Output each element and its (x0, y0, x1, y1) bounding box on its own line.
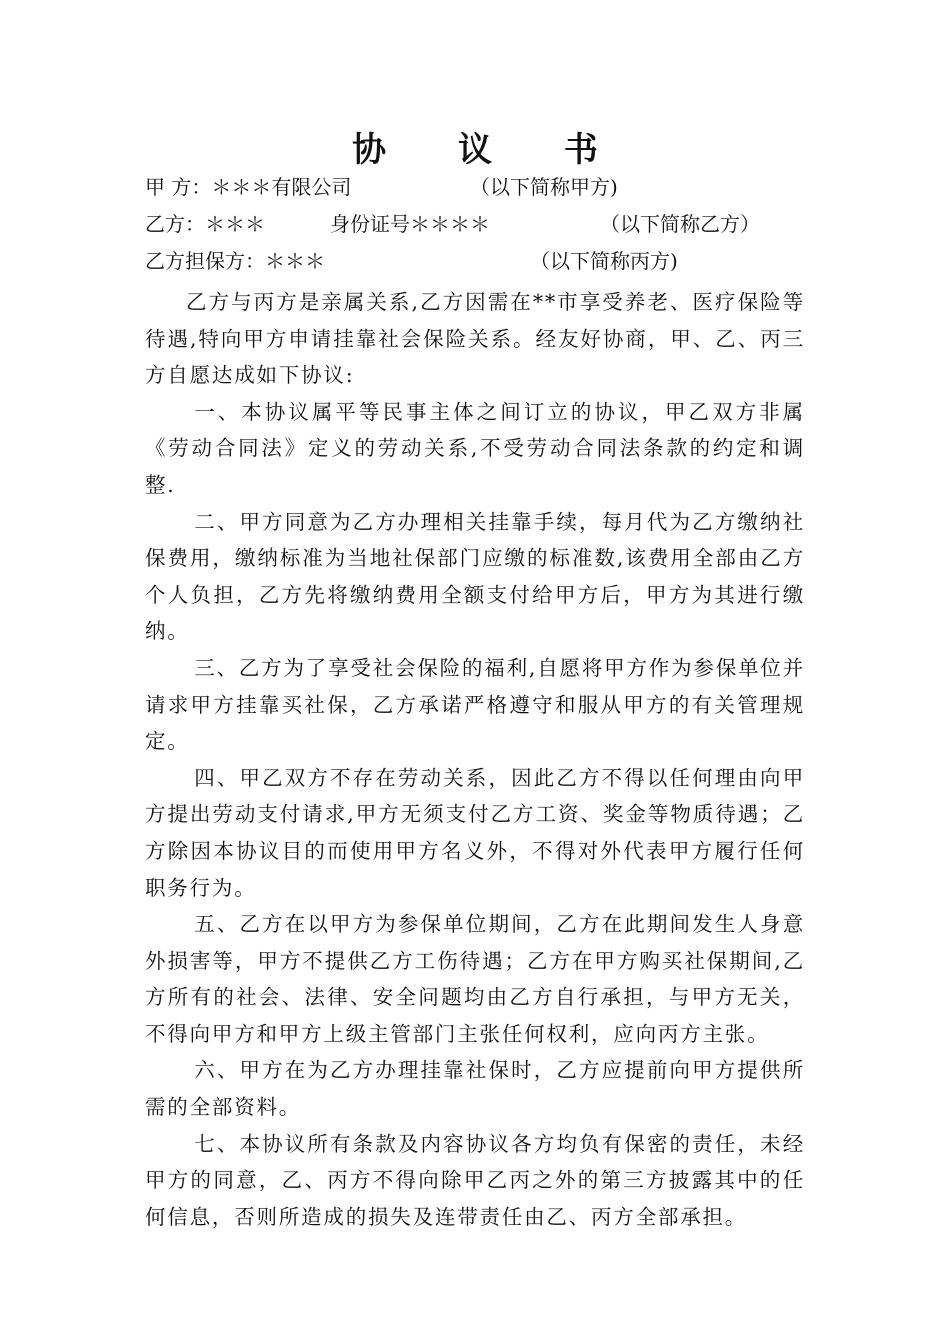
document-title: 协 议 书 (352, 130, 628, 170)
clause-5: 五、乙方在以甲方为参保单位期间，乙方在此期间发生人身意外损害等，甲方不提供乙方工伤待遇；乙方在甲方购买社保期间,乙方所有的社会、法律、安全问题均由乙方自行承担，与甲方无关，不得向甲方和甲方上级主管部门主张任何权利，应向丙方主张。 (145, 912, 805, 1046)
guarantor-label: 乙方担保方：＊＊＊ (145, 249, 325, 273)
party-a-label: 甲 方：＊＊＊有限公司 (145, 175, 352, 199)
party-b-id: 身份证号＊＊＊＊ (330, 212, 490, 236)
clause-1: 一、本协议属平等民事主体之间订立的协议，甲乙双方非属《劳动合同法》定义的劳动关系,不受劳动合同法条款的约定和调整. (145, 399, 805, 497)
clause-2: 二、甲方同意为乙方办理相关挂靠手续，每月代为乙方缴纳社保费用，缴纳标准为当地社保部门应缴的标准数,该费用全部由乙方个人负担，乙方先将缴纳费用全额支付给甲方后，甲方为其进行缴纳。 (145, 509, 805, 644)
party-b-line (145, 207, 805, 241)
party-b-alias: （以下简称乙方） (600, 212, 760, 236)
party-a-alias: （以下简称甲方) (470, 175, 618, 199)
agreement-body (145, 284, 805, 1235)
clause-3: 三、乙方为了享受社会保险的福利,自愿将甲方作为参保单位并请求甲方挂靠买社保，乙方承诺严格遵守和服从甲方的有关管理规定。 (145, 655, 805, 754)
guarantor-line (145, 244, 805, 278)
clause-4: 四、甲乙双方不存在劳动关系，因此乙方不得以任何理由向甲方提出劳动支付请求,甲方无须支付乙方工资、奖金等物质待遇；乙方除因本协议目的而使用甲方名义外，不得对外代表甲方履行任何职务行为。 (145, 765, 805, 900)
clause-6: 六、甲方在为乙方办理挂靠社保时，乙方应提前向甲方提供所需的全部资料。 (145, 1058, 805, 1120)
party-a-line (145, 170, 805, 204)
clause-7: 七、本协议所有条款及内容协议各方均负有保密的责任，未经甲方的同意，乙、丙方不得向除甲乙丙之外的第三方披露其中的任何信息，否则所造成的损失及连带责任由乙、丙方全部承担。 (145, 1131, 805, 1229)
intro-paragraph: 乙方与丙方是亲属关系,乙方因需在**市享受养老、医疗保险等待遇,特向甲方申请挂靠社会保险关系。经友好协商，甲、乙、丙三方自愿达成如下协议: (145, 290, 805, 388)
guarantor-alias: （以下简称丙方) (530, 249, 678, 273)
party-b-label: 乙方：＊＊＊ (145, 212, 265, 236)
